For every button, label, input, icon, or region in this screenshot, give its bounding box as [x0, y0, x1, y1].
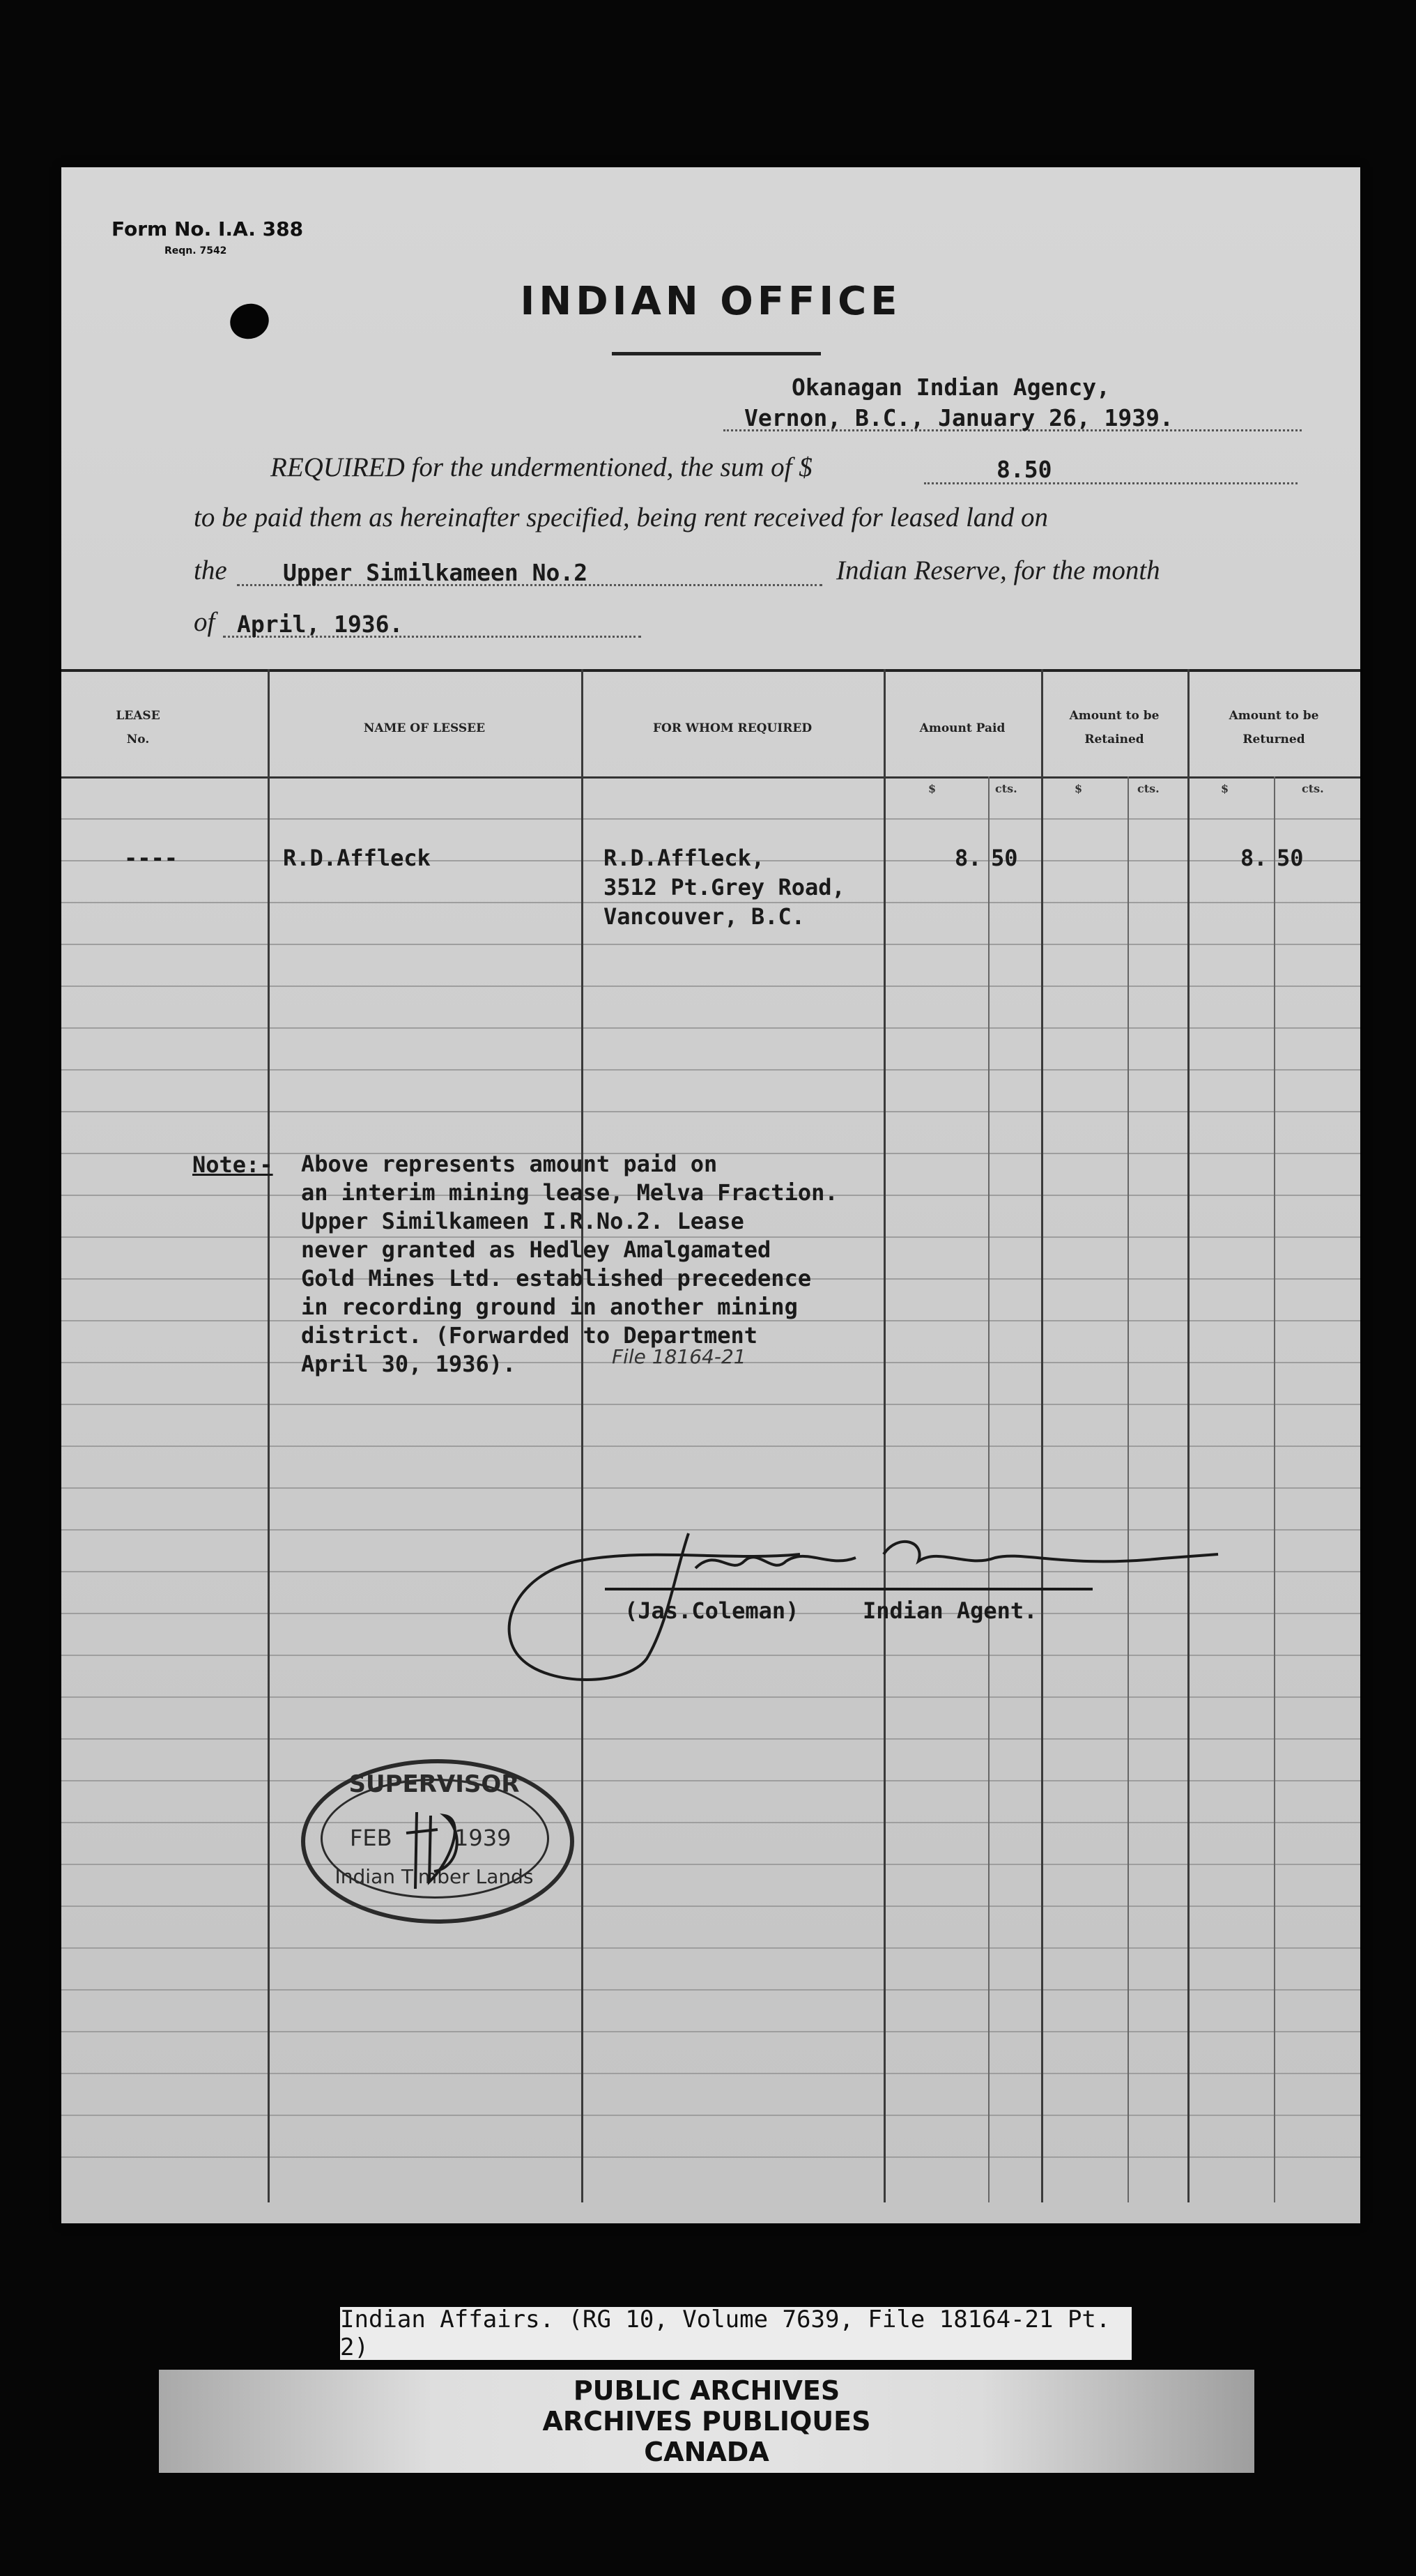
form-requisition: Reqn. 7542 [164, 245, 227, 256]
archive-caption: Indian Affairs. (RG 10, Volume 7639, File 18164-21 Pt. 2) [340, 2307, 1132, 2360]
month-prefix: of [194, 607, 215, 637]
header-lessee: NAME OF LESSEE [363, 721, 486, 735]
cents-label: cts. [995, 782, 1017, 795]
for-whom-line-2: 3512 Pt.Grey Road, [603, 874, 845, 900]
agent-title: Indian Agent. [863, 1597, 1038, 1624]
note-line: April 30, 1936). [301, 1351, 516, 1377]
archive-line-3: CANADA [644, 2437, 769, 2467]
cents-label: cts. [1137, 782, 1160, 795]
column-divider [581, 669, 583, 2202]
note-line: never granted as Hedley Amalgamated [301, 1236, 771, 1263]
reserve-suffix: Indian Reserve, for the month [836, 555, 1160, 585]
table-header-border [61, 776, 1360, 779]
column-divider [1187, 669, 1190, 2202]
for-whom-line-3: Vancouver, B.C. [603, 903, 805, 930]
required-line [270, 452, 813, 483]
required-label: REQUIRED [270, 452, 405, 482]
dollar-label: $ [928, 782, 937, 795]
stamp-month: FEB [350, 1825, 392, 1851]
document-page [61, 167, 1360, 2223]
month-value: April, 1936. [237, 611, 403, 638]
title-underline [612, 352, 821, 355]
note-line: an interim mining lease, Melva Fraction. [301, 1179, 838, 1206]
dotted-line [924, 482, 1298, 484]
stamp-title: SUPERVISOR [348, 1770, 520, 1798]
cents-label: cts. [1302, 782, 1324, 795]
note-line: Gold Mines Ltd. established precedence [301, 1265, 812, 1291]
column-divider [1041, 669, 1043, 2202]
cents-divider [988, 776, 990, 2202]
agency-name: Okanagan Indian Agency, [792, 374, 1110, 401]
stamp-year: 1939 [454, 1825, 511, 1851]
purpose-line: to be paid them as hereinafter specified, being rent received for leased land on [194, 503, 1049, 532]
cents-divider [1274, 776, 1275, 2202]
note-line: in recording ground in another mining [301, 1294, 798, 1320]
for-whom-line-1: R.D.Affleck, [603, 845, 765, 871]
lessee-name: R.D.Affleck [283, 845, 431, 871]
reserve-name: Upper Similkameen No.2 [283, 559, 588, 586]
header-amount-paid: Amount Paid [919, 721, 1006, 735]
cents-divider [1128, 776, 1129, 2202]
header-amount-returned: Amount to be Returned [1229, 709, 1319, 746]
amount-paid-dollars: 8. [955, 845, 982, 871]
header-for-whom: FOR WHOM REQUIRED [652, 721, 813, 735]
required-text: for the undermentioned, the sum of $ [411, 452, 813, 482]
lease-no-value: ---- [124, 845, 178, 871]
amount-returned-dollars: 8. [1240, 845, 1268, 871]
note-label: Note:- [192, 1151, 273, 1178]
note-line: Upper Similkameen I.R.No.2. Lease [301, 1208, 744, 1234]
archive-label [159, 2370, 1254, 2473]
note-line: Above represents amount paid on [301, 1151, 718, 1177]
header-lease-no: LEASE No. [116, 709, 160, 746]
stamp-bottom: Indian Timber Lands [334, 1865, 534, 1888]
column-divider [268, 669, 270, 2202]
agent-name: (Jas.Coleman) [624, 1597, 799, 1624]
note-line: district. (Forwarded to Department [301, 1322, 758, 1349]
amount-returned-cents: 50 [1277, 845, 1304, 871]
note-body [301, 1150, 1082, 1379]
archive-line-2: ARCHIVES PUBLIQUES [542, 2406, 871, 2437]
page-title: INDIAN OFFICE [520, 279, 902, 324]
table-top-border [61, 669, 1360, 672]
sum-amount: 8.50 [996, 456, 1052, 483]
file-reference: File 18164-21 [612, 1345, 746, 1368]
dollar-label: $ [1075, 782, 1083, 795]
amount-paid-cents: 50 [991, 845, 1018, 871]
form-number: Form No. I.A. 388 [111, 217, 304, 240]
column-divider [884, 669, 886, 2202]
reserve-prefix: the [194, 555, 227, 585]
handwritten-signature [465, 1519, 1246, 1687]
stamp-initials [403, 1805, 465, 1896]
header-amount-retained: Amount to be Retained [1069, 709, 1160, 746]
place-date: Vernon, B.C., January 26, 1939. [744, 404, 1173, 431]
archive-line-1: PUBLIC ARCHIVES [573, 2375, 840, 2406]
dollar-label: $ [1221, 782, 1229, 795]
